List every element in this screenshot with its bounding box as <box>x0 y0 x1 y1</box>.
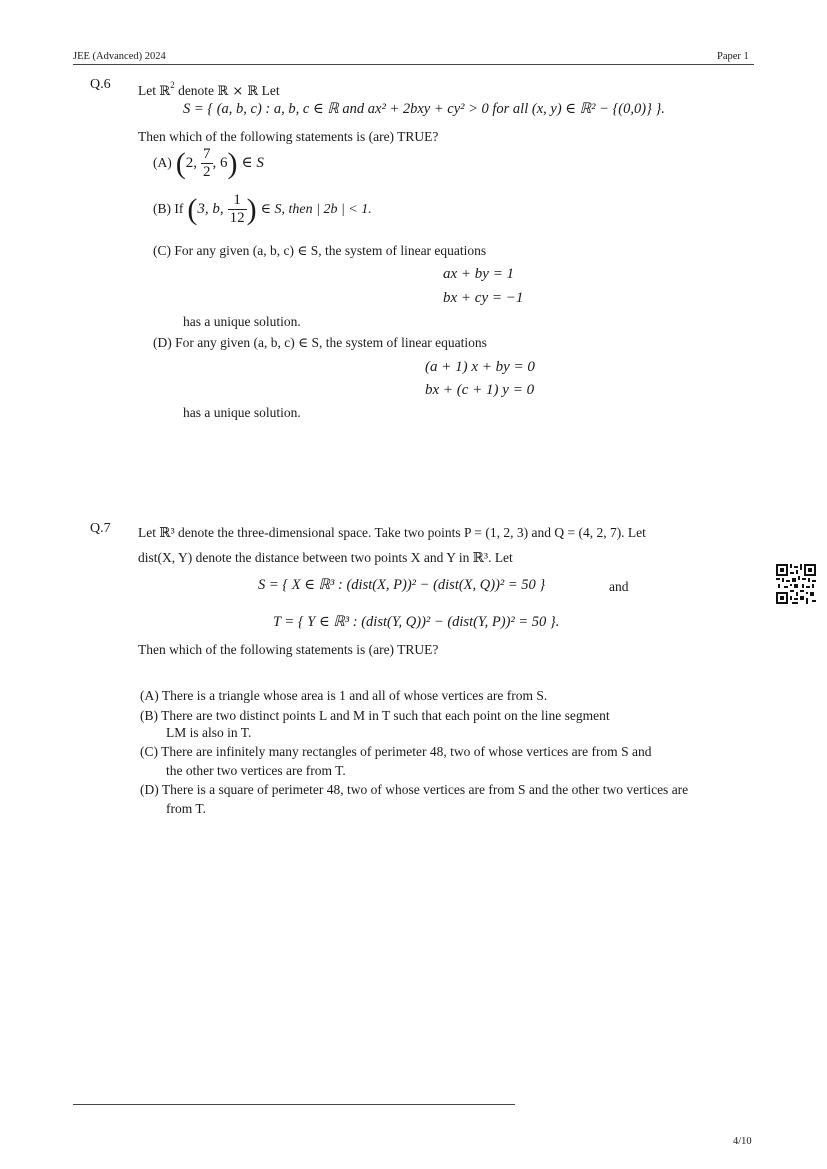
q7-option-b-cont: LM is also in T. <box>166 725 252 740</box>
q7-number: Q.7 <box>90 521 111 536</box>
q6-number: Q.6 <box>90 77 111 92</box>
q6-option-d-eq2: bx + (c + 1) y = 0 <box>425 382 535 398</box>
header-rule <box>73 64 754 65</box>
q7-option-a: (A) There is a triangle whose area is 1 and all of whose vertices are from S. <box>140 688 548 703</box>
q7-option-d: (D) There is a square of perimeter 48, two of whose vertices are from S and the other two vertices are <box>140 782 689 797</box>
exam-title: JEE (Advanced) 2024 <box>73 51 166 62</box>
footer-rule <box>73 1104 515 1105</box>
q6-option-d: (D) For any given (a, b, c) ∈ S, the system of linear equations <box>153 335 487 350</box>
q7-T-definition: T = { Y ∈ ℝ³ : (dist(Y, Q))² − (dist(Y, P))² = 50 }. <box>273 614 560 630</box>
qr-code <box>776 564 816 604</box>
q7-option-c: (C) There are infinitely many rectangles of perimeter 48, two of whose vertices are from S and <box>140 744 652 759</box>
q6-option-c-eq2: bx + cy = −1 <box>443 290 524 306</box>
q7-S-definition: S = { X ∈ ℝ³ : (dist(X, P))² − (dist(X, Q))² = 50 } <box>258 577 546 593</box>
q7-option-c-cont: the other two vertices are from T. <box>166 763 346 778</box>
q7-line2: dist(X, Y) denote the distance between two points X and Y in ℝ³. Let <box>138 550 513 565</box>
q6-intro: Let ℝ$^2$ denote ℝ × ℝ Let <box>138 80 280 99</box>
q6-option-a: (A) (2, $\frac{7}{2}$ , 6) ∈ S <box>153 146 264 181</box>
q7-option-b: (B) There are two distinct points L and M in T such that each point on the line segment <box>140 708 610 723</box>
q6-option-c-eq1: ax + by = 1 <box>443 266 515 282</box>
q6-option-b: (B) If (3, b, $\frac{1}{12}$ ) ∈ S, then | 2b | < 1. <box>153 192 372 227</box>
q6-option-d-eq1: (a + 1) x + by = 0 <box>425 359 535 375</box>
q6-set-definition: S = { (a, b, c) : a, b, c ∈ ℝ and ax² + 2bxy + cy² > 0 for all (x, y) ∈ ℝ² − {(0,0)} }. <box>183 101 665 117</box>
q7-line1: Let ℝ³ denote the three-dimensional space. Take two points P = (1, 2, 3) and Q = (4, 2, 7). Let <box>138 525 646 540</box>
q6-option-c-end: has a unique solution. <box>183 314 301 329</box>
q7-and: and <box>609 579 629 594</box>
page-number: 4/10 <box>733 1136 752 1147</box>
q6-option-d-end: has a unique solution. <box>183 405 301 420</box>
q7-option-d-cont: from T. <box>166 801 206 816</box>
q6-option-c: (C) For any given (a, b, c) ∈ S, the system of linear equations <box>153 243 487 258</box>
q6-question: Then which of the following statements is (are) TRUE? <box>138 129 439 144</box>
q7-question: Then which of the following statements is (are) TRUE? <box>138 642 439 657</box>
paper-label: Paper 1 <box>717 51 749 62</box>
